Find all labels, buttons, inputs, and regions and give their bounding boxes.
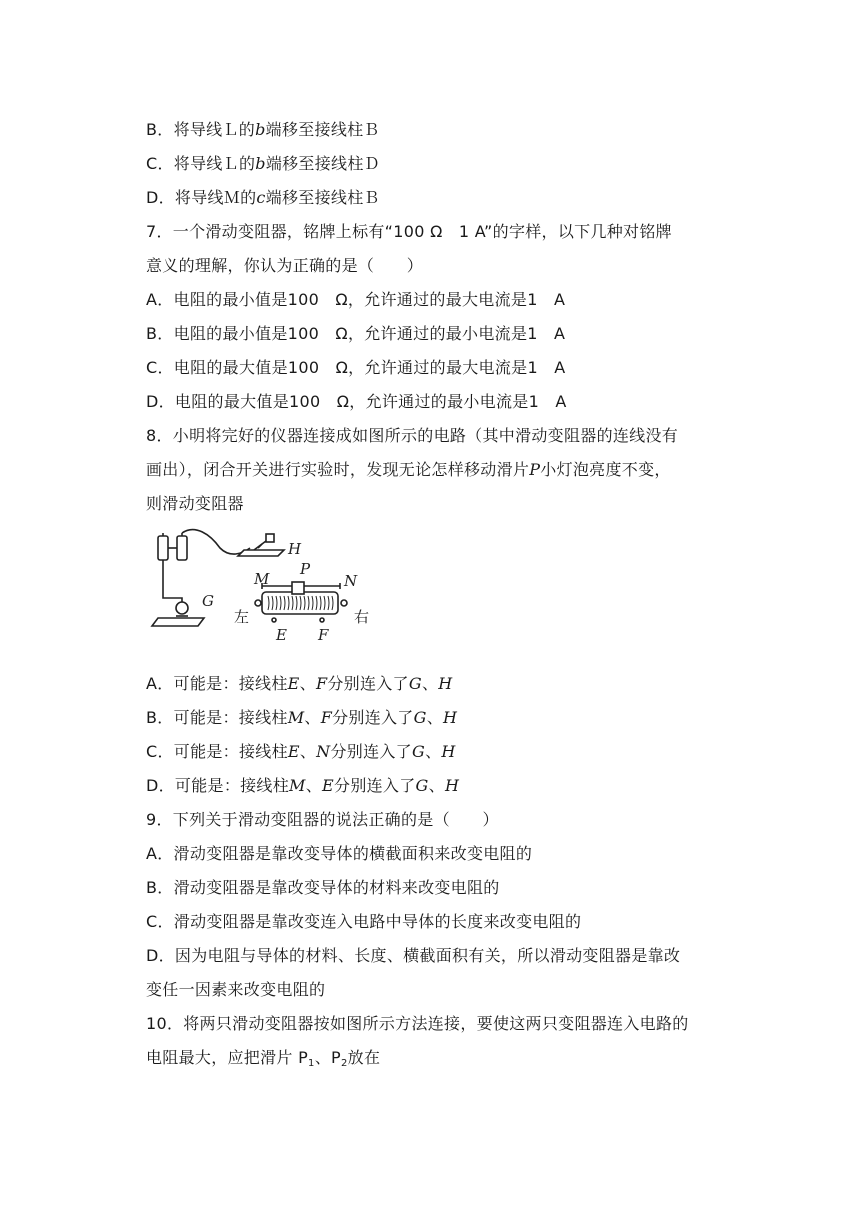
q6-option-c: C．将导线Ｌ的b端移至接线柱Ｄ <box>146 154 380 173</box>
q7-option-a: A．电阻的最小值是100 Ω，允许通过的最大电流是1 A <box>146 290 566 309</box>
switch-icon <box>238 534 284 556</box>
label-right: 右 <box>354 608 370 626</box>
q9-option-c: C．滑动变阻器是靠改变连入电路中导体的长度来改变电阻的 <box>146 912 582 931</box>
q6-option-d: D．将导线Ｍ的c端移至接线柱Ｂ <box>146 188 380 207</box>
label-e: E <box>276 626 287 644</box>
label-m: M <box>254 570 270 588</box>
q9-stem: 9．下列关于滑动变阻器的说法正确的是（ ） <box>146 810 499 829</box>
q8-stem-line-1: 8．小明将完好的仪器连接成如图所示的电路（其中滑动变阻器的连线没有 <box>146 426 679 445</box>
label-h: H <box>288 540 302 558</box>
q8-option-a: A．可能是：接线柱E、F分别连入了G、H <box>146 674 453 693</box>
rheostat-icon <box>255 582 347 622</box>
wire-top <box>182 530 250 555</box>
q9-option-d-line-2: 变任一因素来改变电阻的 <box>146 980 326 999</box>
label-n: N <box>344 572 358 590</box>
q8-stem-line-2: 画出），闭合开关进行实验时，发现无论怎样移动滑片P小灯泡亮度不变， <box>146 460 671 479</box>
q9-option-d-line-1: D．因为电阻与导体的材料、长度、横截面积有关，所以滑动变阻器是靠改 <box>146 946 681 965</box>
q8-option-c: C．可能是：接线柱E、N分别连入了G、H <box>146 742 456 761</box>
q10-stem-line-2: 电阻最大，应把滑片 $P_1$、$P_2$放在 <box>146 1048 381 1069</box>
label-p: P <box>300 560 311 578</box>
q7-option-b: B．电阻的最小值是100 Ω，允许通过的最小电流是1 A <box>146 324 566 343</box>
q7-option-d: D．电阻的最大值是100 Ω，允许通过的最小电流是1 A <box>146 392 567 411</box>
lamp-icon <box>152 602 204 626</box>
circuit-figure <box>150 526 390 646</box>
q10-stem-line-1: 10．将两只滑动变阻器按如图所示方法连接，要使这两只变阻器连入电路的 <box>146 1014 689 1033</box>
q9-option-b: B．滑动变阻器是靠改变导体的材料来改变电阻的 <box>146 878 500 897</box>
label-left: 左 <box>234 608 250 626</box>
q8-option-b: B．可能是：接线柱M、F分别连入了G、H <box>146 708 458 727</box>
q9-option-a: A．滑动变阻器是靠改变导体的横截面积来改变电阻的 <box>146 844 533 863</box>
q7-stem-line-2: 意义的理解，你认为正确的是（ ） <box>146 256 424 275</box>
battery-icon <box>158 533 187 560</box>
q8-stem-line-3: 则滑动变阻器 <box>146 494 244 513</box>
q7-option-c: C．电阻的最大值是100 Ω，允许通过的最大电流是1 A <box>146 358 566 377</box>
label-f: F <box>318 626 329 644</box>
label-g: G <box>202 592 214 610</box>
q7-stem-line-1: 7．一个滑动变阻器，铭牌上标有“100 Ω 1 A”的字样，以下几种对铭牌 <box>146 222 672 241</box>
wire-left <box>163 560 182 604</box>
q8-option-d: D．可能是：接线柱M、E分别连入了G、H <box>146 776 460 795</box>
q6-option-b: B．将导线Ｌ的b端移至接线柱Ｂ <box>146 120 380 139</box>
